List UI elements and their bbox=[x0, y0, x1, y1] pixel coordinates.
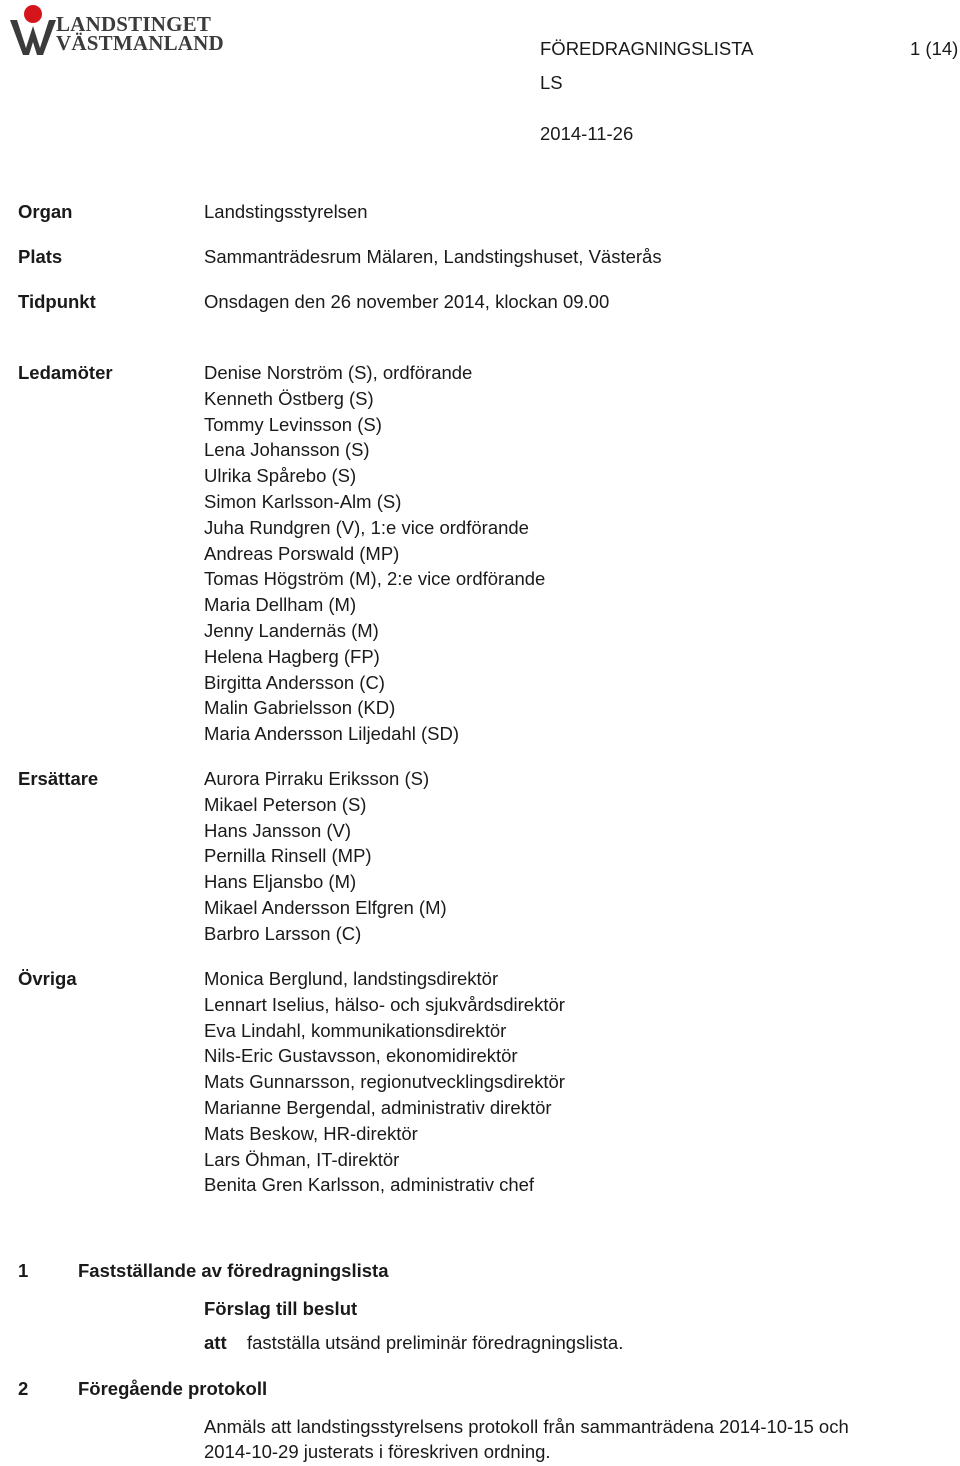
list-item: Monica Berglund, landstingsdirektör bbox=[204, 968, 499, 989]
page-number: 1 (14) bbox=[910, 38, 959, 59]
list-item: Birgitta Andersson (C) bbox=[204, 671, 385, 693]
item-2-number: 2 bbox=[18, 1378, 29, 1399]
list-item: Andreas Porswald (MP) bbox=[204, 542, 400, 564]
list-item: Mats Beskow, HR-direktör bbox=[204, 1122, 418, 1144]
list-item: Helena Hagberg (FP) bbox=[204, 645, 380, 667]
list-item: Eva Lindahl, kommunikationsdirektör bbox=[204, 1019, 507, 1041]
list-item: Marianne Bergendal, administrativ direktör bbox=[204, 1096, 552, 1118]
list-item: Kenneth Östberg (S) bbox=[204, 387, 374, 409]
document-ref: LS bbox=[540, 72, 563, 93]
item-1-title: Fastställande av föredragningslista bbox=[78, 1260, 389, 1281]
list-item: Mikael Peterson (S) bbox=[204, 793, 367, 815]
tidpunkt-label: Tidpunkt bbox=[18, 291, 96, 312]
item-2-body-line-1: Anmäls att landstingsstyrelsens protokoll från sammanträdena 2014-10-15 och bbox=[204, 1416, 849, 1437]
document-date: 2014-11-26 bbox=[540, 123, 634, 144]
ersattare-list bbox=[204, 766, 447, 947]
list-item: Malin Gabrielsson (KD) bbox=[204, 697, 396, 719]
document-type: FÖREDRAGNINGSLISTA bbox=[540, 38, 754, 59]
list-item: Tommy Levinsson (S) bbox=[204, 413, 382, 435]
list-item: Aurora Pirraku Eriksson (S) bbox=[204, 768, 430, 789]
list-item: Hans Jansson (V) bbox=[204, 819, 352, 841]
list-item: Simon Karlsson-Alm (S) bbox=[204, 490, 402, 512]
list-item: Mikael Andersson Elfgren (M) bbox=[204, 896, 447, 918]
ledamoter-list bbox=[204, 360, 545, 747]
list-item: Ulrika Spårebo (S) bbox=[204, 465, 357, 487]
tidpunkt-value: Onsdagen den 26 november 2014, klockan 09.00 bbox=[204, 291, 610, 312]
landstinget-logo bbox=[6, 4, 224, 56]
item-1-att-text: fastställa utsänd preliminär föredragningslista. bbox=[247, 1332, 624, 1353]
item-1-proposal-heading: Förslag till beslut bbox=[204, 1298, 358, 1319]
list-item: Lena Johansson (S) bbox=[204, 439, 370, 461]
logo-wordmark bbox=[56, 12, 224, 55]
list-item: Nils-Eric Gustavsson, ekonomidirektör bbox=[204, 1045, 518, 1067]
list-item: Pernilla Rinsell (MP) bbox=[204, 845, 372, 867]
item-1-att-label: att bbox=[204, 1332, 227, 1353]
list-item: Mats Gunnarsson, regionutvecklingsdirektör bbox=[204, 1071, 565, 1093]
organ-value: Landstingsstyrelsen bbox=[204, 201, 368, 222]
list-item: Benita Gren Karlsson, administrativ chef bbox=[204, 1174, 535, 1196]
ersattare-label: Ersättare bbox=[18, 768, 99, 789]
list-item: Lars Öhman, IT-direktör bbox=[204, 1148, 400, 1170]
ovriga-list bbox=[204, 966, 565, 1198]
list-item: Hans Eljansbo (M) bbox=[204, 871, 357, 893]
list-item: Juha Rundgren (V), 1:e vice ordförande bbox=[204, 516, 529, 538]
logo-line-1: LANDSTINGET bbox=[56, 12, 212, 36]
list-item: Tomas Högström (M), 2:e vice ordförande bbox=[204, 568, 546, 590]
logo-emblem-icon bbox=[6, 4, 58, 56]
item-1-number: 1 bbox=[18, 1260, 29, 1281]
list-item: Lennart Iselius, hälso- och sjukvårdsdirektör bbox=[204, 993, 565, 1015]
ovriga-label: Övriga bbox=[18, 968, 77, 989]
organ-label: Organ bbox=[18, 201, 73, 222]
item-2-body-line-2: 2014-10-29 justerats i föreskriven ordning. bbox=[204, 1441, 551, 1462]
plats-label: Plats bbox=[18, 246, 63, 267]
list-item: Jenny Landernäs (M) bbox=[204, 619, 379, 641]
list-item: Maria Andersson Liljedahl (SD) bbox=[204, 723, 460, 745]
plats-value: Sammanträdesrum Mälaren, Landstingshuset, Västerås bbox=[204, 246, 662, 267]
list-item: Maria Dellham (M) bbox=[204, 594, 357, 616]
list-item: Barbro Larsson (C) bbox=[204, 922, 362, 944]
ledamoter-label: Ledamöter bbox=[18, 362, 113, 383]
item-2-title: Föregående protokoll bbox=[78, 1378, 268, 1399]
logo-line-2: VÄSTMANLAND bbox=[56, 31, 224, 55]
list-item: Denise Norström (S), ordförande bbox=[204, 362, 473, 383]
